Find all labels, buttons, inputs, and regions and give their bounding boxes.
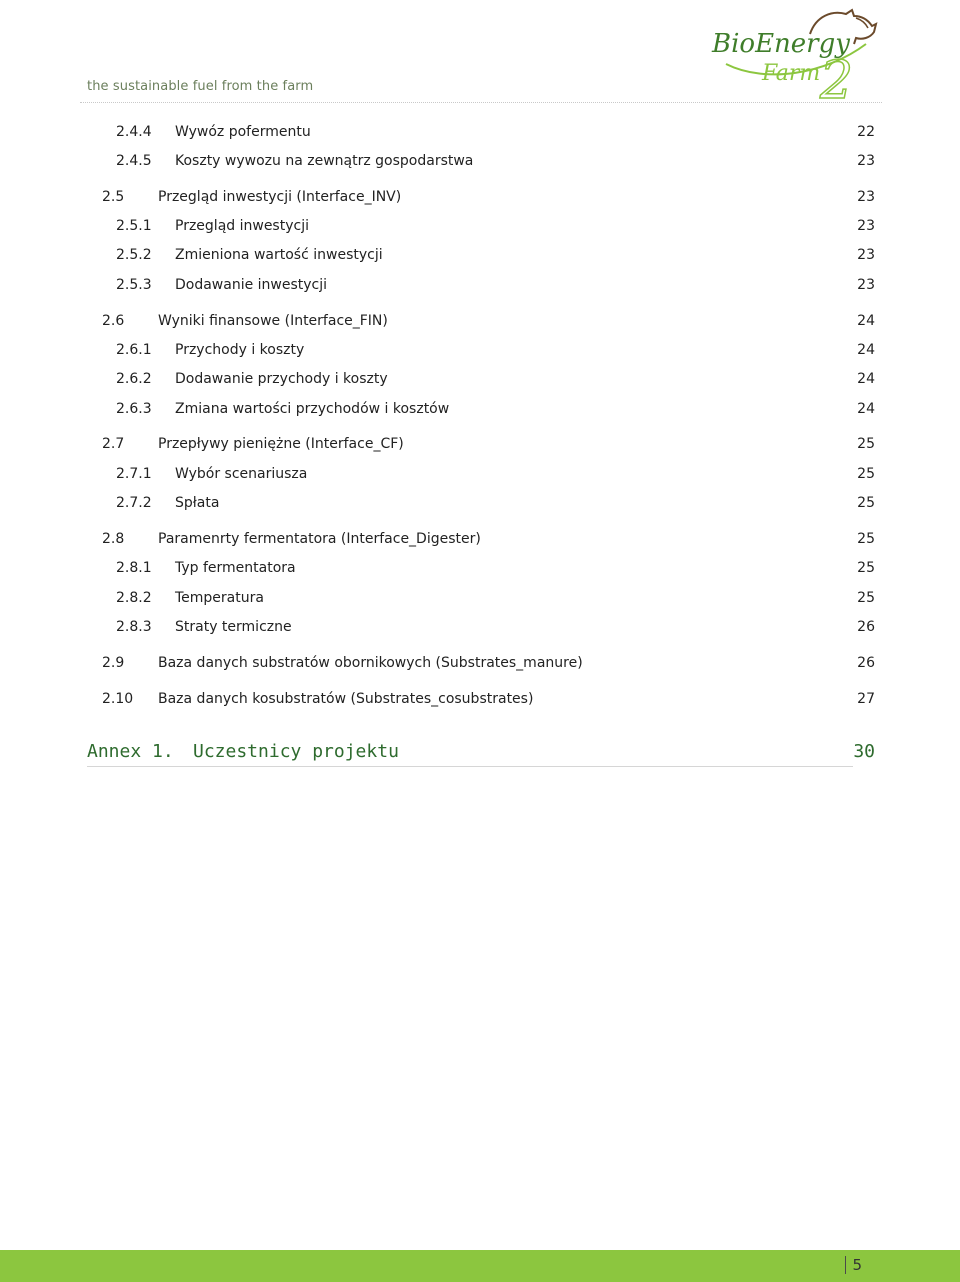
toc-entry-page: 23 — [857, 277, 875, 293]
toc-entry-num: 2.6.1 — [116, 342, 152, 358]
toc-entry[interactable] — [0, 560, 960, 582]
bioenergy-farm-logo — [706, 4, 882, 100]
toc-entry[interactable] — [0, 531, 960, 553]
toc-entry-page: 23 — [857, 153, 875, 169]
toc-entry-page: 25 — [857, 560, 875, 576]
toc-entry[interactable] — [0, 655, 960, 677]
toc-annex-number: Annex 1. — [87, 741, 174, 762]
page-number: 5 — [845, 1256, 862, 1274]
toc-entry-title: Przegląd inwestycji (Interface_INV) — [158, 189, 402, 205]
toc-entry-title: Wyniki finansowe (Interface_FIN) — [158, 313, 388, 329]
toc-entry[interactable] — [0, 218, 960, 240]
toc-entry-num: 2.5.1 — [116, 218, 152, 234]
toc-entry[interactable] — [0, 189, 960, 211]
toc-entry-title: Koszty wywozu na zewnątrz gospodarstwa — [175, 153, 474, 169]
toc-entry-page: 24 — [857, 371, 875, 387]
toc-entry-page: 24 — [857, 401, 875, 417]
toc-entry-page: 26 — [857, 655, 875, 671]
header-tagline: the sustainable fuel from the farm — [87, 79, 314, 94]
toc-entry-num: 2.10 — [102, 691, 134, 707]
toc-entry[interactable] — [0, 247, 960, 269]
toc-entry-page: 24 — [857, 342, 875, 358]
logo-text-bioenergy: BioEnergy — [712, 29, 850, 59]
toc-entry-page: 23 — [857, 218, 875, 234]
toc-annex-entry[interactable] — [0, 741, 960, 767]
toc-entry-num: 2.8.3 — [116, 619, 152, 635]
toc-entry-title: Paramenrty fermentatora (Interface_Digester) — [158, 531, 481, 547]
toc-entry[interactable] — [0, 313, 960, 335]
toc-entry-page: 22 — [857, 124, 875, 140]
toc-entry[interactable] — [0, 691, 960, 713]
toc-entry-page: 25 — [857, 466, 875, 482]
toc-entry-num: 2.6.3 — [116, 401, 152, 417]
toc-entry-num: 2.8.2 — [116, 590, 152, 606]
toc-annex-title: Uczestnicy projektu — [193, 741, 399, 762]
toc-entry[interactable] — [0, 401, 960, 423]
toc-entry-title: Zmieniona wartość inwestycji — [175, 247, 383, 263]
toc-entry-title: Przychody i koszty — [175, 342, 305, 358]
toc-entry-num: 2.9 — [102, 655, 125, 671]
logo-numeral: 2 — [820, 51, 854, 100]
toc-entry-title: Wybór scenariusza — [175, 466, 308, 482]
toc-entry[interactable] — [0, 466, 960, 488]
toc-entry-num: 2.8 — [102, 531, 125, 547]
toc-entry-num: 2.5 — [102, 189, 125, 205]
toc-entry-title: Temperatura — [175, 590, 264, 606]
toc-entry-num: 2.6 — [102, 313, 125, 329]
toc-entry-num: 2.7.2 — [116, 495, 152, 511]
toc-entry-title: Dodawanie przychody i koszty — [175, 371, 388, 387]
toc-entry-page: 27 — [857, 691, 875, 707]
toc-entry-page: 23 — [857, 247, 875, 263]
toc-entry-page: 24 — [857, 313, 875, 329]
toc-entry[interactable] — [0, 436, 960, 458]
toc-entry-title: Typ fermentatora — [175, 560, 296, 576]
toc-entry[interactable] — [0, 495, 960, 517]
toc-entry[interactable] — [0, 277, 960, 299]
toc-entry-title: Wywóz pofermentu — [175, 124, 311, 140]
toc-entry-num: 2.6.2 — [116, 371, 152, 387]
toc-entry-page: 25 — [857, 590, 875, 606]
toc-entry-page: 25 — [857, 436, 875, 452]
toc-entry-title: Spłata — [175, 495, 220, 511]
toc-entry-num: 2.4.4 — [116, 124, 152, 140]
annex-underline — [87, 766, 853, 767]
toc-entry-page: 25 — [857, 495, 875, 511]
toc-entry-num: 2.7.1 — [116, 466, 152, 482]
toc-entry-page: 26 — [857, 619, 875, 635]
toc-entry[interactable] — [0, 124, 960, 146]
toc-entry-title: Straty termiczne — [175, 619, 292, 635]
toc-entry-title: Przepływy pieniężne (Interface_CF) — [158, 436, 404, 452]
toc-entry-page: 25 — [857, 531, 875, 547]
header-divider — [80, 102, 882, 103]
toc-entry-title: Dodawanie inwestycji — [175, 277, 328, 293]
toc-entry[interactable] — [0, 371, 960, 393]
footer-bar — [0, 1250, 960, 1282]
toc-entry[interactable] — [0, 590, 960, 612]
logo-text-farm: Farm — [762, 61, 821, 86]
toc-entry-page: 23 — [857, 189, 875, 205]
toc-entry-title: Zmiana wartości przychodów i kosztów — [175, 401, 450, 417]
toc-entry-title: Baza danych kosubstratów (Substrates_cosubstrates) — [158, 691, 534, 707]
toc-entry-num: 2.5.2 — [116, 247, 152, 263]
toc-entry[interactable] — [0, 342, 960, 364]
toc-entry[interactable] — [0, 153, 960, 175]
toc-entry-num: 2.7 — [102, 436, 125, 452]
toc-entry-title: Baza danych substratów obornikowych (Substrates_manure) — [158, 655, 583, 671]
toc-annex-page: 30 — [853, 741, 875, 762]
toc-entry-title: Przegląd inwestycji — [175, 218, 309, 234]
toc-entry-num: 2.8.1 — [116, 560, 152, 576]
toc-entry-num: 2.5.3 — [116, 277, 152, 293]
toc-entry-num: 2.4.5 — [116, 153, 152, 169]
toc-entry[interactable] — [0, 619, 960, 641]
